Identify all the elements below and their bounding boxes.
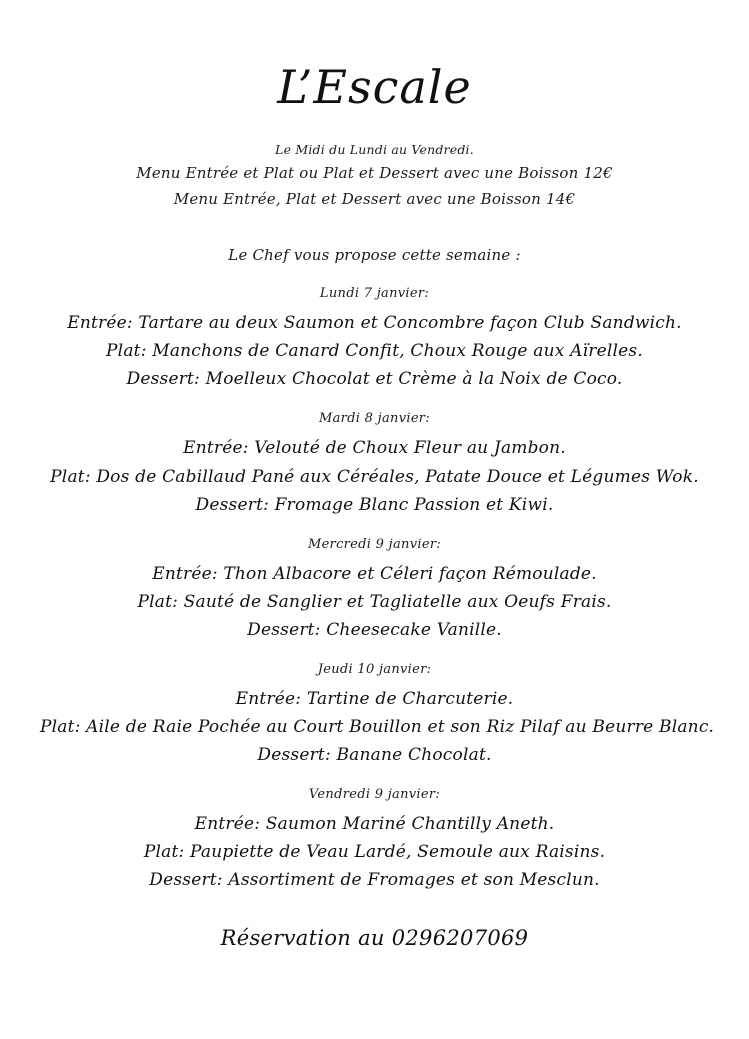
day-title: Mardi 8 janvier: [318,411,431,427]
day-dessert: Dessert: Moelleux Chocolat et Crème à la Noix de Coco. [126,369,623,390]
day-plat: Plat: Sauté de Sanglier et Tagliatelle aux Oeufs Frais. [137,591,612,612]
day-block-mardi [40,411,709,518]
day-title: Jeudi 10 janvier: [317,661,432,677]
day-block-jeudi [40,661,715,769]
weekly-menu-list [40,286,715,912]
day-plat: Plat: Paupiette de Veau Lardé, Semoule aux Raisins. [143,841,606,862]
day-block-mercredi [40,537,709,644]
day-block-vendredi [40,787,709,894]
page-title: L’Escale [277,60,472,114]
chef-intro: Le Chef vous propose cette semaine : [228,246,521,265]
formula-option-2: Menu Entrée, Plat et Dessert avec une Boisson 14€ [173,190,576,209]
day-entree: Entrée: Saumon Mariné Chantilly Aneth. [194,813,555,834]
day-title: Lundi 7 janvier: [319,286,430,302]
day-dessert: Dessert: Banane Chocolat. [257,744,492,765]
reservation-line: Réservation au 0296207069 [220,926,529,951]
day-entree: Entrée: Tartine de Charcuterie. [235,688,514,709]
day-dessert: Dessert: Cheesecake Vanille. [247,619,502,640]
day-entree: Entrée: Tartare au deux Saumon et Concombre façon Club Sandwich. [67,313,682,334]
service-note: Le Midi du Lundi au Vendredi. [275,141,474,157]
day-dessert: Dessert: Fromage Blanc Passion et Kiwi. [195,494,554,515]
day-block-lundi [40,286,709,393]
day-plat: Plat: Manchons de Canard Confit, Choux Rouge aux Aïrelles. [106,341,643,362]
day-entree: Entrée: Thon Albacore et Céleri façon Rémoulade. [152,563,597,584]
day-dessert: Dessert: Assortiment de Fromages et son Mesclun. [149,870,600,890]
formula-block [136,139,612,213]
day-plat: Plat: Dos de Cabillaud Pané aux Céréales, Patate Douce et Légumes Wok. [50,466,699,487]
formula-option-1: Menu Entrée et Plat ou Plat et Dessert avec une Boisson 12€ [136,163,613,182]
day-title: Mercredi 9 janvier: [307,536,442,552]
day-title: Vendredi 9 janvier: [308,786,441,802]
day-plat: Plat: Aile de Raie Pochée au Court Bouillon et son Riz Pilaf au Beurre Blanc. [40,716,715,737]
day-entree: Entrée: Velouté de Choux Fleur au Jambon. [183,438,566,459]
